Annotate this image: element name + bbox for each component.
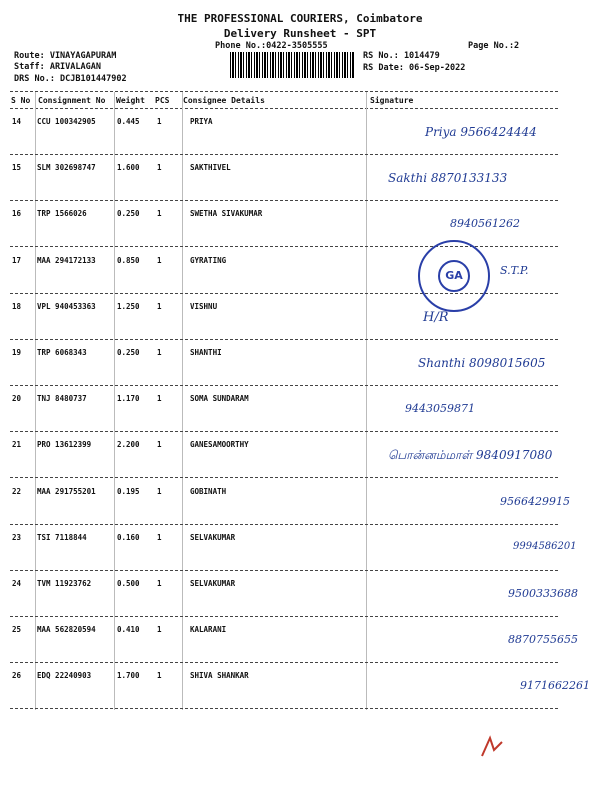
row-sno: 20 — [12, 394, 22, 404]
column-header-consignment: Consignment No — [38, 96, 106, 105]
phone-number: Phone No.:0422-3505555 — [215, 41, 328, 51]
row-divider — [10, 431, 558, 432]
row-sno: 23 — [12, 532, 22, 542]
checkmark-icon — [478, 732, 508, 762]
row-weight: 0.410 — [117, 625, 140, 635]
row-sno: 26 — [12, 671, 22, 681]
row-weight: 1.600 — [117, 163, 140, 173]
row-consignment-no: TVM 11923762 — [37, 579, 92, 588]
row-pcs: 1 — [157, 348, 162, 357]
row-consignee: GANESAMOORTHY — [190, 440, 249, 450]
row-pcs: 1 — [157, 394, 162, 404]
row-consignee: SAKTHIVEL — [190, 163, 231, 173]
row-sno: 22 — [12, 486, 22, 496]
company-stamp — [418, 240, 490, 312]
row-pcs: 1 — [157, 532, 162, 542]
row-consignment-no: TRP 6068343 — [37, 348, 87, 357]
company-name: THE PROFESSIONAL COURIERS, Coimbatore — [177, 12, 423, 25]
row-sno: 25 — [12, 625, 22, 635]
row-pcs: 1 — [157, 579, 162, 588]
row-weight: 0.850 — [117, 255, 140, 265]
handwritten-signature: Shanthi 8098015605 — [418, 356, 546, 370]
row-consignee: SHIVA SHANKAR — [190, 671, 249, 681]
row-consignee: VISHNU — [190, 301, 218, 311]
rs-date: RS Date: 06-Sep-2022 — [363, 63, 466, 73]
handwritten-signature: 9566429915 — [500, 494, 570, 508]
column-header-signature: Signature — [370, 96, 414, 105]
handwritten-signature: Sakthi 8870133133 — [388, 171, 508, 186]
row-consignee: KALARANI — [190, 625, 227, 635]
row-weight: 1.250 — [117, 301, 140, 311]
row-pcs: 1 — [157, 625, 162, 635]
handwritten-signature: Priya 9566424444 — [425, 125, 537, 139]
row-sno: 17 — [12, 255, 22, 265]
row-weight: 0.160 — [117, 532, 140, 542]
row-divider — [10, 570, 558, 571]
row-weight: 0.195 — [117, 486, 140, 496]
row-consignment-no: SLM 302698747 — [37, 163, 96, 173]
row-consignee: GOBINATH — [190, 486, 227, 496]
row-divider — [10, 385, 558, 386]
row-divider — [10, 339, 558, 340]
column-header-weight: Weight — [116, 96, 145, 105]
column-header-pcs: PCS — [155, 96, 170, 105]
row-sno: 19 — [12, 348, 22, 357]
column-header-consignee: Consignee Details — [183, 96, 265, 105]
row-consignee: SOMA SUNDARAM — [190, 394, 249, 404]
handwritten-signature: 9500333688 — [508, 587, 578, 600]
row-pcs: 1 — [157, 209, 162, 219]
handwritten-signature: 8940561262 — [450, 217, 520, 231]
row-consignment-no: MAA 562820594 — [37, 625, 96, 635]
row-pcs: 1 — [157, 440, 162, 450]
row-pcs: 1 — [157, 255, 162, 265]
row-consignment-no: EDQ 22240903 — [37, 671, 92, 681]
row-consignment-no: TRP 1566026 — [37, 209, 87, 219]
row-consignment-no: TNJ 8480737 — [37, 394, 87, 404]
row-weight: 0.445 — [117, 117, 140, 126]
column-divider — [182, 92, 183, 710]
divider — [10, 91, 558, 92]
barcode-icon — [230, 52, 355, 78]
column-divider — [35, 92, 36, 710]
row-weight: 0.250 — [117, 348, 140, 357]
row-pcs: 1 — [157, 117, 162, 126]
row-sno: 14 — [12, 117, 22, 126]
column-header-sno: S No — [11, 96, 31, 105]
document-title: Delivery Runsheet - SPT — [223, 27, 377, 40]
row-sno: 18 — [12, 301, 22, 311]
row-sno: 21 — [12, 440, 22, 450]
column-divider — [366, 92, 367, 710]
row-weight: 1.700 — [117, 671, 140, 681]
row-sno: 16 — [12, 209, 22, 219]
row-consignment-no: PRO 13612399 — [37, 440, 92, 450]
row-weight: 1.170 — [117, 394, 140, 404]
row-pcs: 1 — [157, 486, 162, 496]
row-consignment-no: MAA 291755201 — [37, 486, 96, 496]
row-consignee: SELVAKUMAR — [190, 532, 236, 542]
row-divider — [10, 200, 558, 201]
handwritten-signature: 9171662261 — [520, 679, 590, 693]
column-divider — [114, 92, 115, 710]
handwritten-signature: பொன்னம்மாள் 9840917080 — [388, 448, 553, 463]
row-consignment-no: CCU 100342905 — [37, 117, 96, 126]
route: Route: VINAYAGAPURAM — [14, 51, 117, 61]
handwritten-signature: S.T.P. — [500, 263, 529, 277]
row-divider — [10, 154, 558, 155]
row-sno: 15 — [12, 163, 22, 173]
row-divider — [10, 662, 558, 663]
row-consignee: SWETHA SIVAKUMAR — [190, 209, 263, 219]
handwritten-signature: 9443059871 — [405, 402, 475, 416]
divider — [10, 108, 558, 109]
row-divider — [10, 708, 558, 709]
row-divider — [10, 477, 558, 478]
row-pcs: 1 — [157, 163, 162, 173]
handwritten-signature: H/R — [423, 309, 449, 325]
row-consignment-no: MAA 294172133 — [37, 255, 96, 265]
row-sno: 24 — [12, 579, 22, 588]
row-divider — [10, 524, 558, 525]
row-consignment-no: VPL 940453363 — [37, 301, 96, 311]
handwritten-signature: 9994586201 — [513, 540, 577, 552]
row-consignment-no: TSI 7118844 — [37, 532, 87, 542]
row-pcs: 1 — [157, 301, 162, 311]
row-weight: 2.200 — [117, 440, 140, 450]
row-weight: 0.250 — [117, 209, 140, 219]
row-consignee: SHANTHI — [190, 348, 222, 357]
row-divider — [10, 616, 558, 617]
row-consignee: PRIYA — [190, 117, 213, 126]
handwritten-signature: 8870755655 — [508, 633, 578, 647]
row-consignee: SELVAKUMAR — [190, 579, 236, 588]
row-pcs: 1 — [157, 671, 162, 681]
row-consignee: GYRATING — [190, 255, 227, 265]
staff: Staff: ARIVALAGAN — [14, 62, 101, 72]
drs-number: DRS No.: DCJB101447902 — [14, 74, 127, 84]
rs-number: RS No.: 1014479 — [363, 51, 440, 61]
stamp-logo: GA — [438, 260, 470, 292]
row-weight: 0.500 — [117, 579, 140, 588]
page-number: Page No.:2 — [468, 41, 520, 51]
